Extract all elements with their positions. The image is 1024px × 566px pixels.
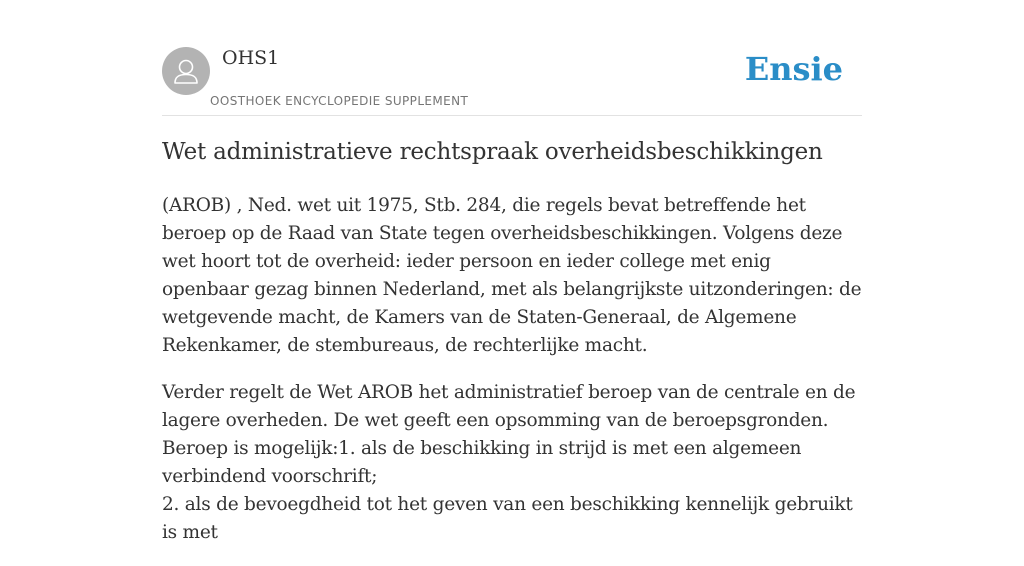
- source-subtitle[interactable]: OOSTHOEK ENCYCLOPEDIE SUPPLEMENT: [210, 94, 469, 108]
- article-title: Wet administratieve rechtspraak overheidsbeschikkingen: [162, 139, 823, 165]
- avatar: [162, 47, 210, 95]
- user-icon: [162, 47, 210, 95]
- header-divider: [162, 115, 862, 116]
- article-paragraph: Verder regelt de Wet AROB het administratief beroep van de centrale en de lagere overheden. De wet geeft een opsomming van de beroepsgronden. Beroep is mogelijk:1. als de beschikking in strijd is met een algemeen verbindend voorschrift; 2. als de bevoegdheid tot het geven van een beschikking kennelijk gebruikt is met: [162, 382, 856, 543]
- article-paragraph: (AROB) , Ned. wet uit 1975, Stb. 284, die regels bevat betreffende het beroep op de Raad van State tegen overheidsbeschikkingen. Volgens deze wet hoort tot de overheid: ieder persoon en ieder college met enig openbaar gezag binnen Nederland, met als belangrijkste uitzonderingen: de wetgevende macht, de Kamers van de Staten-Generaal, de Algemene Rekenkamer, de stembureaus, de rechterlijke macht.: [162, 195, 862, 356]
- article-body: [162, 192, 862, 566]
- brand-logo[interactable]: Ensie: [744, 50, 843, 88]
- source-name[interactable]: OHS1: [222, 47, 280, 69]
